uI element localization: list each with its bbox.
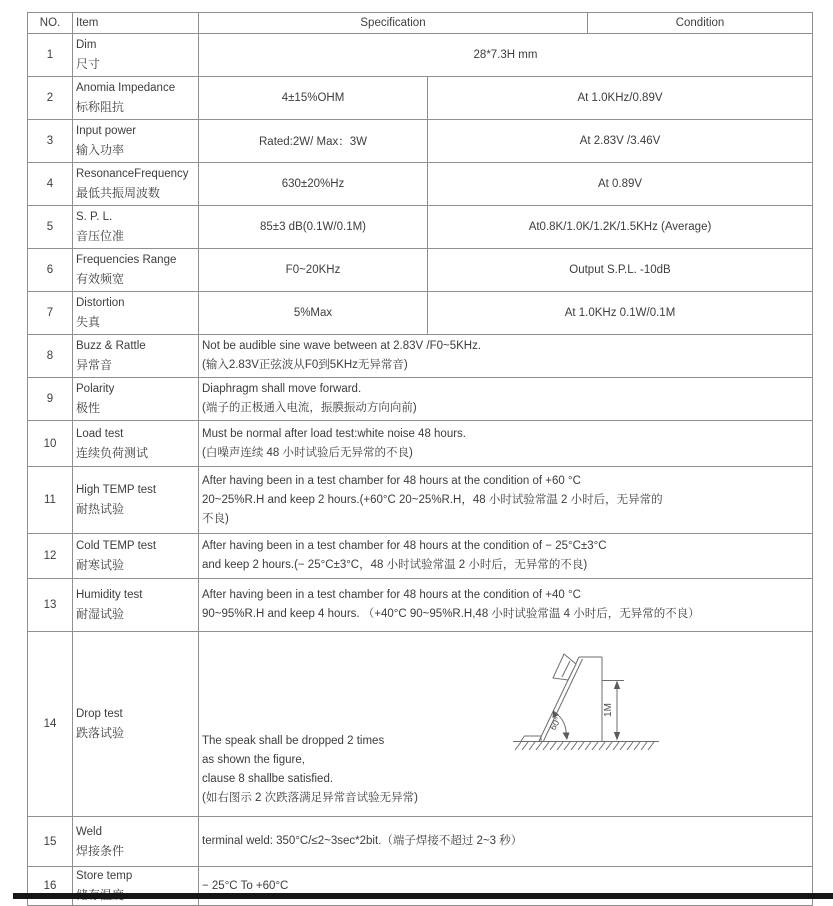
row-number-cell: 5 [28,206,73,249]
spec-text-line: After having been in a test chamber for 48 hours at the condition of − 25°C±3°C [202,540,607,552]
item-cell [73,579,199,632]
item-cell [73,817,199,867]
item-cell [73,534,199,579]
spec-text-line: After having been in a test chamber for 48 hours at the condition of +40 °C [202,589,581,601]
item-name-cn: 异常音 [76,358,113,372]
col-header-no: NO. [28,13,73,34]
item-name-cn: 连续负荷测试 [76,445,149,460]
spec-text-line: (端子的正极通入电流，振膜振动方向向前) [202,402,417,414]
table-row [28,120,813,163]
row-number-cell: 16 [28,867,73,906]
figure-speaker [553,654,576,680]
table-row [28,467,813,534]
spec-text-line: 不良) [202,512,229,525]
item-name-cn: 尺寸 [76,57,101,71]
item-cell [73,77,199,120]
row-number-cell: 7 [28,292,73,335]
spec-cell [199,421,813,467]
item-name-en: Humidity test [76,589,143,601]
item-cell [73,206,199,249]
spec-table [27,12,813,906]
item-name-en: High TEMP test [76,484,157,496]
spec-value-cell: 5%Max [199,292,428,335]
row-number-cell: 14 [28,632,73,817]
condition-value-cell: At 1.0KHz/0.89V [428,77,813,120]
table-row [28,249,813,292]
table-header-row [28,13,813,34]
spec-text-line: After having been in a test chamber for 48 hours at the condition of +60 °C [202,474,581,487]
item-cell [73,421,199,467]
spec-text-line: (白噪声连续 48 小时试验后无异常的不良) [202,446,413,459]
item-cell [73,292,199,335]
item-cell [73,632,199,817]
item-name-cn: 跌落试验 [76,726,125,740]
item-name-en: Dim [76,39,97,51]
spec-text-line: and keep 2 hours.(− 25°C±3°C，48 小时试验常温 2 小时后，无异常的不良) [202,559,588,571]
table-row [28,163,813,206]
item-cell [73,163,199,206]
spec-cell [199,335,813,378]
item-cell [73,335,199,378]
item-name-en: Frequencies Range [76,254,177,266]
spec-text-line: Diaphragm shall move forward. [202,383,362,395]
drop-test-figure [511,644,661,766]
item-name-en: Cold TEMP test [76,540,157,552]
item-name-cn: 音压位准 [76,229,125,243]
table-row [28,421,813,467]
item-name-en: ResonanceFrequency [76,168,189,180]
spec-text-line: terminal weld: 350°C/≤2~3sec*2bit.（端子焊接不超过 2~3 秒） [202,835,523,847]
table-row [28,335,813,378]
spec-text-line: Not be audible sine wave between at 2.83V /F0~5KHz. [202,340,482,352]
table-row [28,632,813,817]
row-number-cell: 10 [28,421,73,467]
item-name-cn: 失真 [76,315,101,329]
figure-base-foot [521,736,541,741]
item-cell [73,120,199,163]
item-name-en: Buzz & Rattle [76,340,146,352]
spec-cell [199,467,813,534]
spec-text-line: as shown the figure, [202,754,305,766]
spec-text-line: 20~25%R.H and keep 2 hours.(+60°C 20~25%R.H，48 小时试验常温 2 小时后，无异常的 [202,493,663,506]
col-header-condition: Condition [588,13,813,34]
spec-text-line: The speak shall be dropped 2 times [202,735,385,747]
angle-arrow-down [563,733,570,741]
item-name-en: Store temp [76,870,133,882]
spec-text-line: − 25°C To +60°C [202,879,289,892]
spec-value-cell: F0~20KHz [199,249,428,292]
table-row [28,34,813,77]
item-name-en: Distortion [76,297,125,309]
item-cell [73,34,199,77]
item-cell [73,249,199,292]
col-header-specification: Specification [199,13,588,34]
table-row [28,378,813,421]
item-name-cn: 最低共振周波数 [76,186,161,200]
item-name-cn: 焊接条件 [76,843,125,858]
row-number-cell: 15 [28,817,73,867]
item-cell [73,378,199,421]
table-row [28,817,813,867]
table-row [28,77,813,120]
item-name-en: Input power [76,125,137,137]
spec-cell [199,579,813,632]
row-number-cell: 4 [28,163,73,206]
spec-cell [199,817,813,867]
item-name-en: S. P. L. [76,211,113,223]
table-row [28,579,813,632]
spec-cell [199,378,813,421]
condition-value-cell: At0.8K/1.0K/1.2K/1.5KHz (Average) [428,206,813,249]
condition-value-cell: Output S.P.L. -10dB [428,249,813,292]
spec-text-line: 90~95%R.H and keep 4 hours. （+40°C 90~95%R.H,48 小时试验常温 4 小时后，无异常的不良） [202,608,700,620]
figure-angle-label: 60° [547,715,564,732]
item-name-en: Drop test [76,708,123,720]
row-number-cell: 8 [28,335,73,378]
dim-arrow-up [614,681,620,690]
item-name-cn: 输入功率 [76,143,125,157]
item-name-en: Anomia Impedance [76,82,176,94]
item-name-en: Polarity [76,383,115,395]
item-name-cn: 耐热试验 [76,502,125,516]
row-number-cell: 13 [28,579,73,632]
item-name-cn: 耐湿试验 [76,607,125,621]
row-number-cell: 11 [28,467,73,534]
item-name-cn: 极性 [76,401,101,415]
row-number-cell: 12 [28,534,73,579]
table-row [28,534,813,579]
figure-height-label: 1M [603,703,614,717]
item-name-en: Load test [76,427,124,440]
item-name-cn: 耐寒试验 [76,558,125,572]
spec-cell [199,534,813,579]
row-number-cell: 1 [28,34,73,77]
table-row [28,292,813,335]
dim-arrow-down [614,732,620,741]
row-number-cell: 9 [28,378,73,421]
item-name-cn: 标称阻抗 [76,100,125,114]
spec-value-cell: 630±20%Hz [199,163,428,206]
condition-value-cell: At 2.83V /3.46V [428,120,813,163]
item-name-cn: 有效频宽 [76,272,125,286]
row-number-cell: 2 [28,77,73,120]
row-number-cell: 6 [28,249,73,292]
ground-hatch [515,742,654,750]
row-number-cell: 3 [28,120,73,163]
spec-table-body [28,34,813,906]
spec-cell [199,632,813,817]
condition-value-cell: At 0.89V [428,163,813,206]
table-row [28,206,813,249]
spec-value-cell: 85±3 dB(0.1W/0.1M) [199,206,428,249]
spec-value-cell: 4±15%OHM [199,77,428,120]
item-name-en: Weld [76,825,102,838]
item-cell [73,467,199,534]
spec-text [202,732,418,808]
condition-value-cell: At 1.0KHz 0.1W/0.1M [428,292,813,335]
spec-value-cell: Rated:2W/ Max：3W [199,120,428,163]
spec-text-line: (如右图示 2 次跌落满足异常音试验无异常) [202,792,418,804]
spec-text-line: clause 8 shallbe satisfied. [202,773,334,785]
col-header-item: Item [73,13,199,34]
spec-text-line: (输入2.83V正弦波从F0到5KHz无异常音) [202,359,408,371]
bottom-edge-bar [13,893,833,899]
spec-cell: 28*7.3H mm [199,34,813,77]
spec-text-line: Must be normal after load test:white noise 48 hours. [202,427,467,440]
